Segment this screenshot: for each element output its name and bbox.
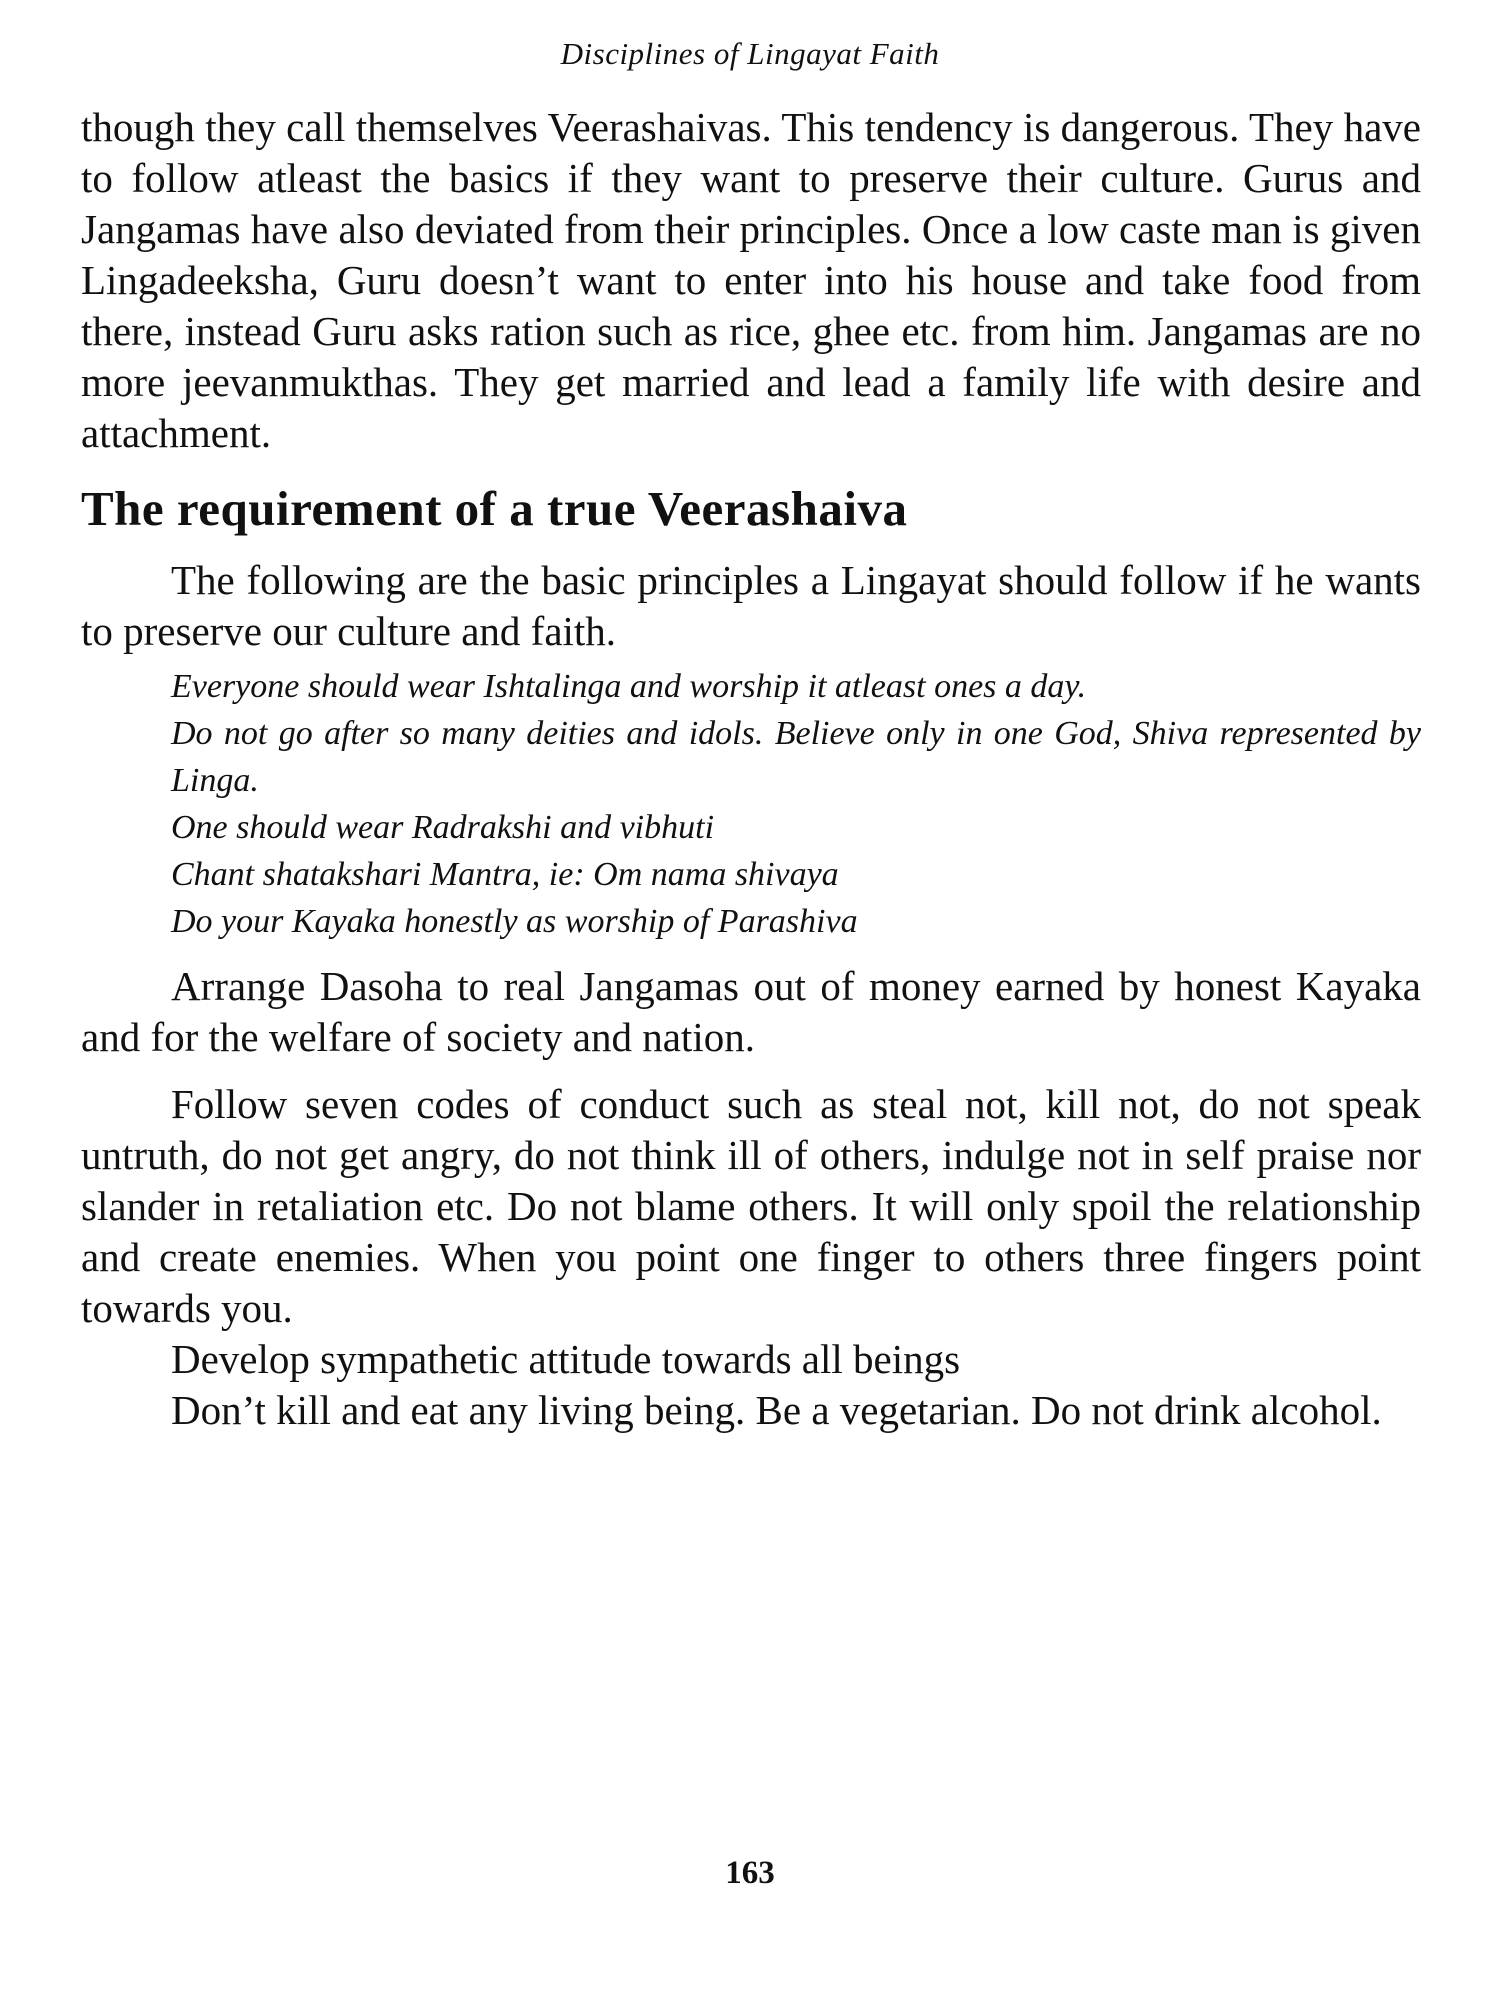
principle-item: Everyone should wear Ishtalinga and worship it atleast ones a day. — [171, 668, 1087, 705]
principles-intro-paragraph: The following are the basic principles a Lingayat should follow if he wants to preserve our culture and faith. — [81, 557, 1421, 654]
vegetarian-paragraph: Don’t kill and eat any living being. Be a vegetarian. Do not drink alcohol. — [171, 1387, 1382, 1433]
codes-of-conduct-paragraph: Follow seven codes of conduct such as steal not, kill not, do not speak untruth, do not get angry, do not think ill of others, indulge not in self praise nor slander in retaliation etc. Do not blame others. It will only spoil the relationship and create enemies. When you point one finger to others three fingers point towards you. — [81, 1081, 1421, 1331]
principle-item: Chant shatakshari Mantra, ie: Om nama shivaya — [171, 856, 839, 893]
dasoha-paragraph: Arrange Dasoha to real Jangamas out of money earned by honest Kayaka and for the welfare of society and nation. — [81, 963, 1421, 1060]
section-heading: The requirement of a true Veerashaiva — [81, 481, 908, 536]
principle-item: One should wear Radrakshi and vibhuti — [171, 809, 715, 846]
principles-list — [171, 663, 1421, 945]
principle-item: Do not go after so many deities and idols. Believe only in one God, Shiva represented by Linga. — [171, 715, 1421, 799]
running-header: Disciplines of Lingayat Faith — [560, 36, 940, 71]
intro-paragraph: though they call themselves Veerashaivas. This tendency is dangerous. They have to follow atleast the basics if they want to preserve their culture. Gurus and Jangamas have also deviated from their principles. Once a low caste man is given Lingadeeksha, Guru doesn’t want to enter into his house and take food from there, instead Guru asks ration such as rice, ghee etc. from him. Jangamas are no more jeevanmukthas. They get married and lead a family life with desire and attachment. — [81, 104, 1421, 456]
principle-item: Do your Kayaka honestly as worship of Parashiva — [171, 903, 858, 940]
page-content — [81, 102, 1421, 1436]
page-number: 163 — [725, 1855, 775, 1891]
sympathy-line: Develop sympathetic attitude towards all beings — [171, 1336, 961, 1382]
